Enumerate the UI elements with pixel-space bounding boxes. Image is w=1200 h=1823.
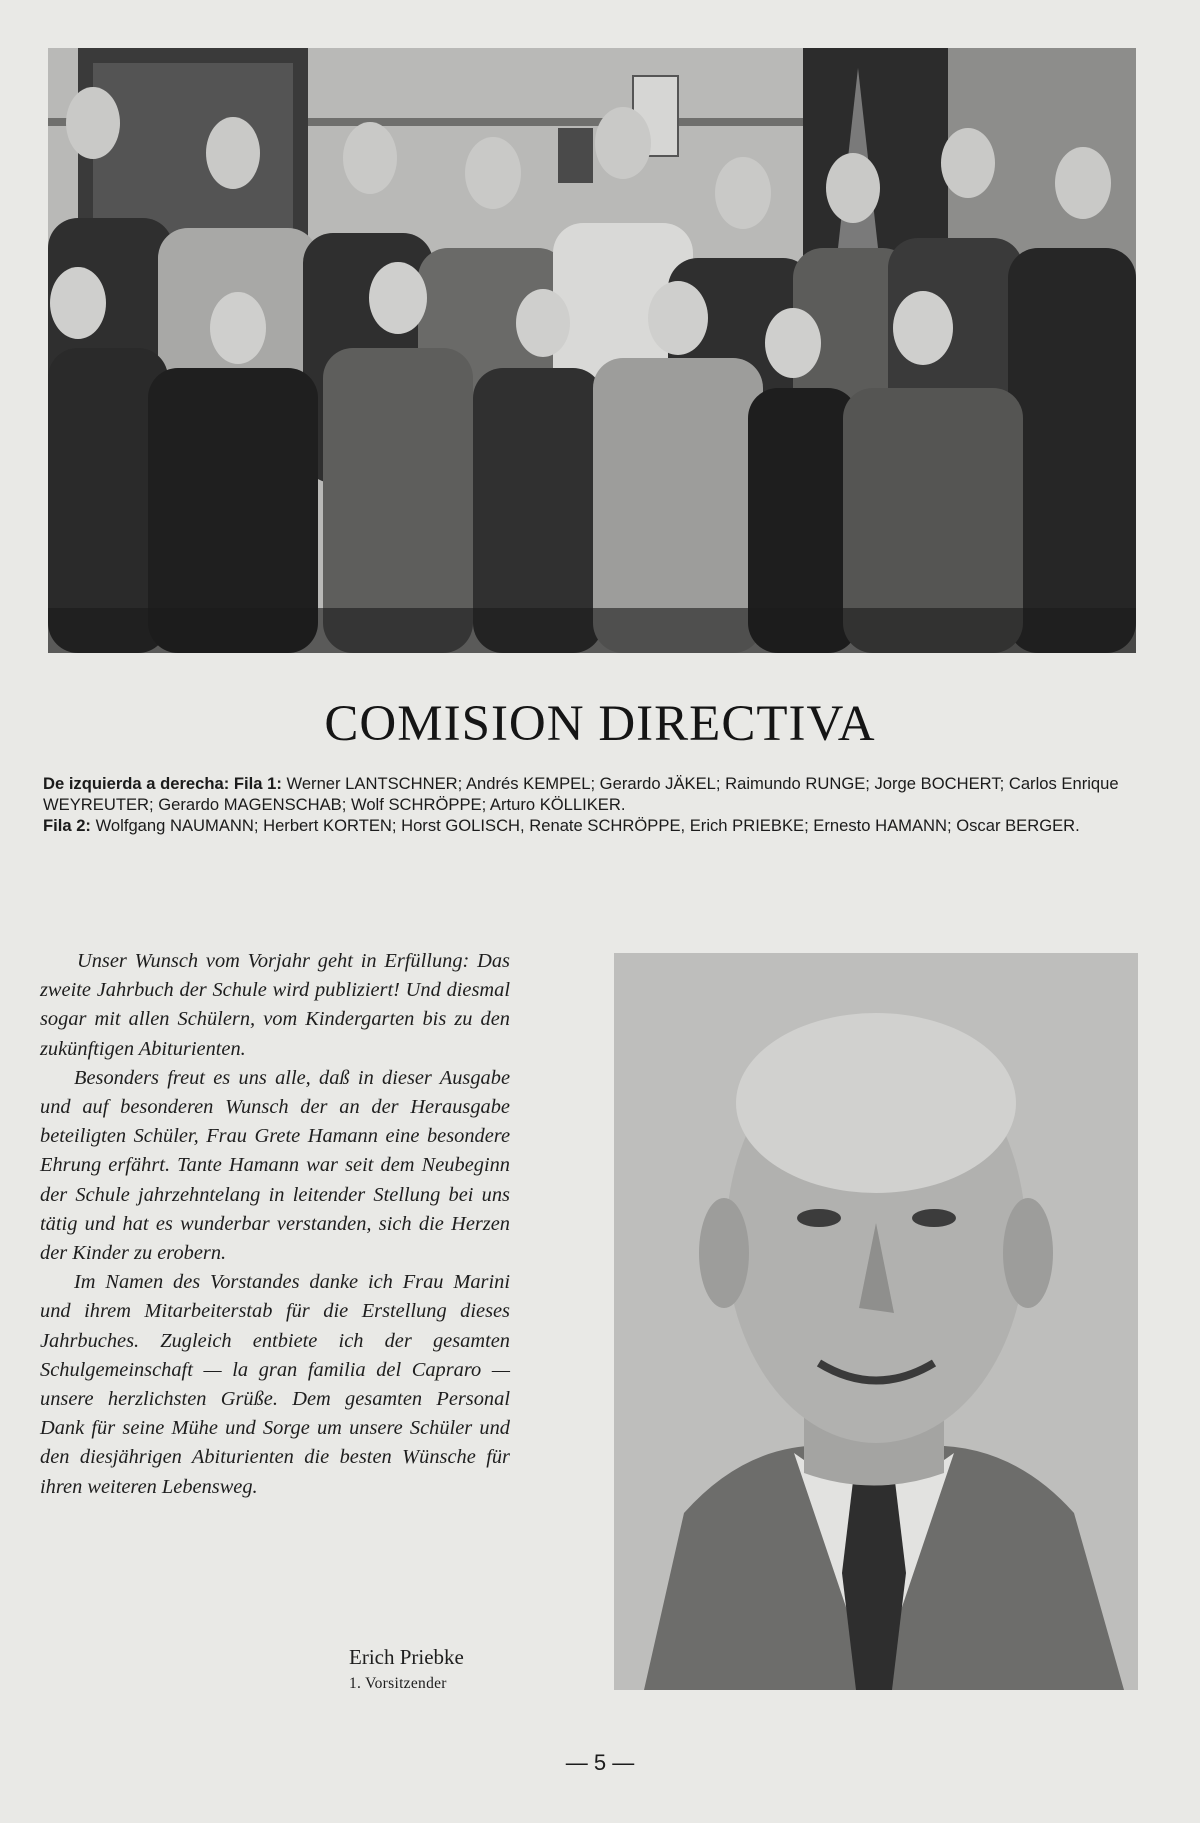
photo-caption [43,773,1140,836]
letter-paragraph-2: Besonders freut es uns alle, daß in dieser Ausgabe und auf besonderen Wunsch der an der Herausgabe beteiligten Schüler, Frau Grete Hamann eine besondere Ehrung erfährt. Tante Hamann war seit dem Neubeginn der Schule jahrzehntelang in leitender Stellung bei uns tätig und hat es wunderbar verstanden, sich die Herzen der Kinder zu erobern. [40,1066,510,1265]
group-photo [48,48,1136,653]
group-photo-illustration [48,48,1136,653]
signature-block [349,1645,464,1693]
signature-name: Erich Priebke [349,1645,464,1669]
letter-text [40,947,510,1502]
page-title: COMISION DIRECTIVA [324,696,876,752]
caption-row2-label: Fila 2: [43,816,91,835]
caption-row1-label: De izquierda a derecha: Fila 1: [43,774,282,793]
portrait-illustration [614,953,1138,1690]
letter-paragraph-1: Unser Wunsch vom Vorjahr geht in Erfüllung: Das zweite Jahrbuch der Schule wird publiziert! Und diesmal sogar mit allen Schülern, vom Kindergarten bis zu den zukünftigen Abiturienten. [40,950,510,1060]
portrait-photo [614,953,1138,1690]
signature-role: 1. Vorsitzender [349,1675,447,1692]
caption-row1-names: Werner LANTSCHNER; Andrés KEMPEL; Gerardo JÄKEL; Raimundo RUNGE; Jorge BOCHERT; Carlos Enrique WEYREUTER; Gerardo MAGENSCHAB; Wolf SCHRÖPPE; Arturo KÖLLIKER. [43,774,1119,814]
caption-row2-names: Wolfgang NAUMANN; Herbert KORTEN; Horst GOLISCH, Renate SCHRÖPPE, Erich PRIEBKE; Ernesto HAMANN; Oscar BERGER. [90,816,1080,835]
letter-paragraph-3: Im Namen des Vorstandes danke ich Frau Marini und ihrem Mitarbeiterstab für die Erstellung dieses Jahrbuches. Zugleich entbiete ich der gesamten Schulgemeinschaft — la gran familia del Capraro — unsere herzlichsten Grüße. Dem gesamten Personal Dank für seine Mühe und Sorge um unsere Schüler und den diesjährigen Abiturienten die besten Wünsche für ihren weiteren Lebensweg. [40,1271,510,1498]
page-number: — 5 — [565,1750,635,1775]
